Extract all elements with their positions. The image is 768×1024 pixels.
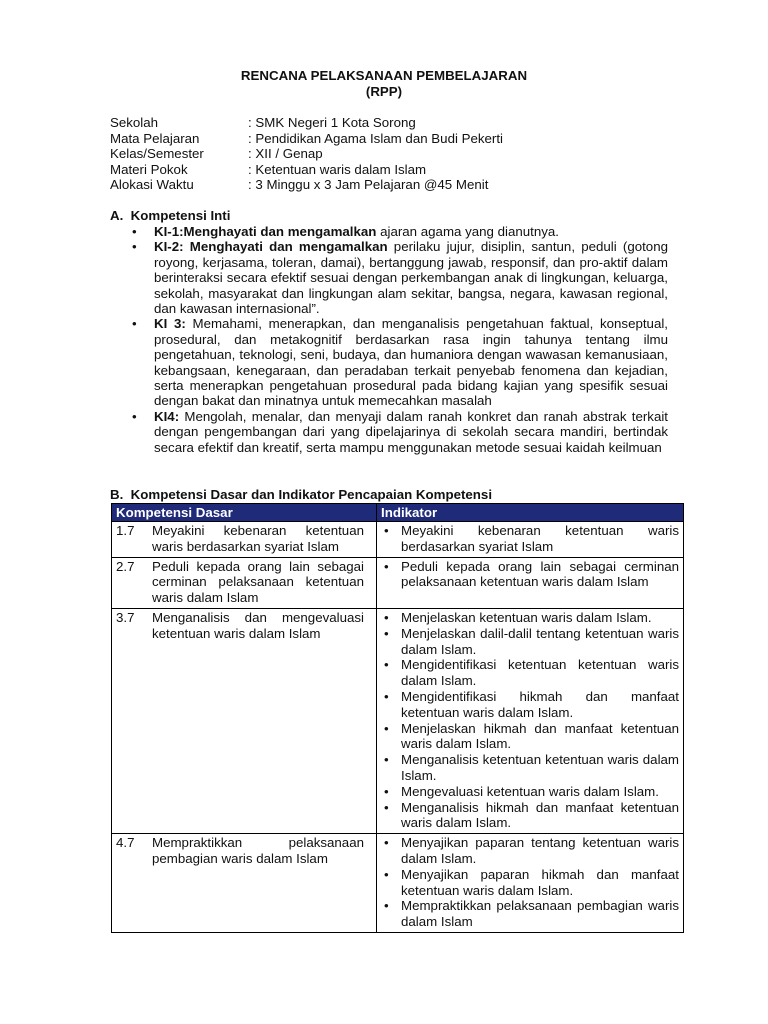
section-a-heading: A. Kompetensi Inti [110,208,231,223]
info-row-kelas-semester [110,146,670,162]
kd-number: 4.7 [116,835,135,851]
indicator-item: • Menganalisis hikmah dan manfaat ketentuan waris dalam Islam. [381,800,679,832]
info-label: Mata Pelajaran [110,130,200,146]
indicator-item: • Menyajikan paparan tentang ketentuan waris dalam Islam. [381,835,679,867]
kd-cell [112,522,377,558]
kd-number: 3.7 [116,609,135,625]
indicator-item: • Mengevaluasi ketentuan waris dalam Islam. [381,784,679,800]
kd-text: Peduli kepada orang lain sebagai cerminan pelaksanaan ketentuan waris dalam Islam [152,558,364,606]
ki-text: ajaran agama yang dianutnya. [376,224,559,239]
kd-indikator-table [111,503,684,933]
indicator-list [381,835,679,930]
table-row [112,557,684,608]
header-indikator: Indikator [377,504,684,522]
kd-text: Menganalisis dan mengevaluasi ketentuan waris dalam Islam [152,609,364,641]
indicator-item: • Mempraktikkan pelaksanaan pembagian waris dalam Islam [381,898,679,930]
kd-cell [112,834,377,933]
kd-text: Mempraktikkan pelaksanaan pembagian waris dalam Islam [152,835,364,866]
document-title: RENCANA PELAKSANAAN PEMBELAJARAN [240,68,528,83]
ki-item [132,224,668,239]
table-row [112,608,684,833]
indicator-item: • Menjelaskan dalil-dalil tentang ketentuan waris dalam Islam. [381,626,679,658]
ki-item [132,316,668,408]
indicator-cell [377,608,684,833]
header-kompetensi-dasar: Kompetensi Dasar [112,504,377,522]
info-row-materi-pokok [110,162,670,178]
section-b-heading: B. Kompetensi Dasar dan Indikator Pencapaian Kompetensi [110,487,493,502]
indicator-item: • Meyakini kebenaran ketentuan waris berdasarkan syariat Islam [381,523,679,555]
table-row [112,522,684,558]
ki-item [132,239,668,316]
info-label: Materi Pokok [110,161,188,177]
indicator-item: • Menjelaskan ketentuan waris dalam Islam. [381,610,679,626]
info-label: Kelas/Semester [110,146,204,161]
ki-text: perilaku jujur, disiplin, santun, peduli (gotong royong, kerjasama, toleran, damai), bertanggung jawab, responsif, dan pro-aktif dalam berinteraksi secara efektif sesuai dengan perkembangan anak di lingkungan, keluarga, sekolah, masyarakat dan lingkungan alam sekitar, bangsa, negara, kawasan regional, dan kawasan internasional”. [154,239,668,317]
table-row [112,834,684,933]
indicator-item: • Mengidentifikasi hikmah dan manfaat ketentuan waris dalam Islam. [381,689,679,721]
ki-text: Mengolah, menalar, dan menyaji dalam ranah konkret dan ranah abstrak terkait dengan pengembangan dari yang dipelajarinya di sekolah secara mandiri, bertindak secara efektif dan kreatif, serta mampu menggunakan metode sesuai kaidah keilmuan [154,408,668,455]
indicator-list [381,523,679,555]
indicator-cell [377,557,684,608]
ki-label: KI-2: Menghayati dan mengamalkan [154,239,388,255]
kd-cell [112,608,377,833]
kompetensi-inti-list [132,224,668,455]
indicator-item: • Menganalisis ketentuan ketentuan waris dalam Islam. [381,752,679,784]
indicator-item: • Menyajikan paparan hikmah dan manfaat ketentuan waris dalam Islam. [381,867,679,899]
info-row-sekolah [110,115,670,131]
kd-number: 2.7 [116,558,135,574]
info-label: Alokasi Waktu [110,177,194,192]
indicator-item: • Menjelaskan hikmah dan manfaat ketentuan waris dalam Islam. [381,721,679,753]
identity-block [110,115,670,193]
table-header-row [112,504,684,522]
indicator-list [381,610,679,831]
indicator-item: • Peduli kepada orang lain sebagai cerminan pelaksanaan ketentuan waris dalam Islam [381,559,679,591]
indicator-cell [377,522,684,558]
ki-label: KI4: [154,408,180,424]
indicator-list [381,559,679,591]
indicator-item: • Mengidentifikasi ketentuan ketentuan waris dalam Islam. [381,657,679,689]
info-row-mata-pelajaran [110,131,670,147]
info-value: : XII / Genap [248,146,323,161]
ki-label: KI-1:Menghayati dan mengamalkan [154,224,377,239]
info-value: : Ketentuan waris dalam Islam [248,161,427,177]
kd-number: 1.7 [116,523,135,538]
ki-item [132,409,668,455]
indicator-cell [377,834,684,933]
info-value: : 3 Minggu x 3 Jam Pelajaran @45 Menit [248,177,489,192]
kd-cell [112,557,377,608]
info-row-alokasi-waktu [110,177,670,193]
kd-text: Meyakini kebenaran ketentuan waris berdasarkan syariat Islam [152,523,364,554]
info-label: Sekolah [110,115,159,130]
document-subtitle: (RPP) [365,84,403,99]
info-value: : Pendidikan Agama Islam dan Budi Pekerti [248,130,504,146]
ki-text: Memahami, menerapkan, dan menganalisis pengetahuan faktual, konseptual, prosedural, dan metakognitif berdasarkan rasa ingin tahunya tentang ilmu pengetahuan, teknologi, seni, budaya, dan humaniora dengan wawasan kemanusiaan, kebangsaan, kenegaraan, dan peradaban terkait penyebab fenomena dan kejadian, serta menerapkan pengetahuan prosedural pada bidang kajian yang spesifik sesuai dengan bakat dan minatnya untuk memecahkan masalah [154,316,668,409]
info-value: : SMK Negeri 1 Kota Sorong [248,115,416,130]
ki-label: KI 3: [154,316,186,332]
